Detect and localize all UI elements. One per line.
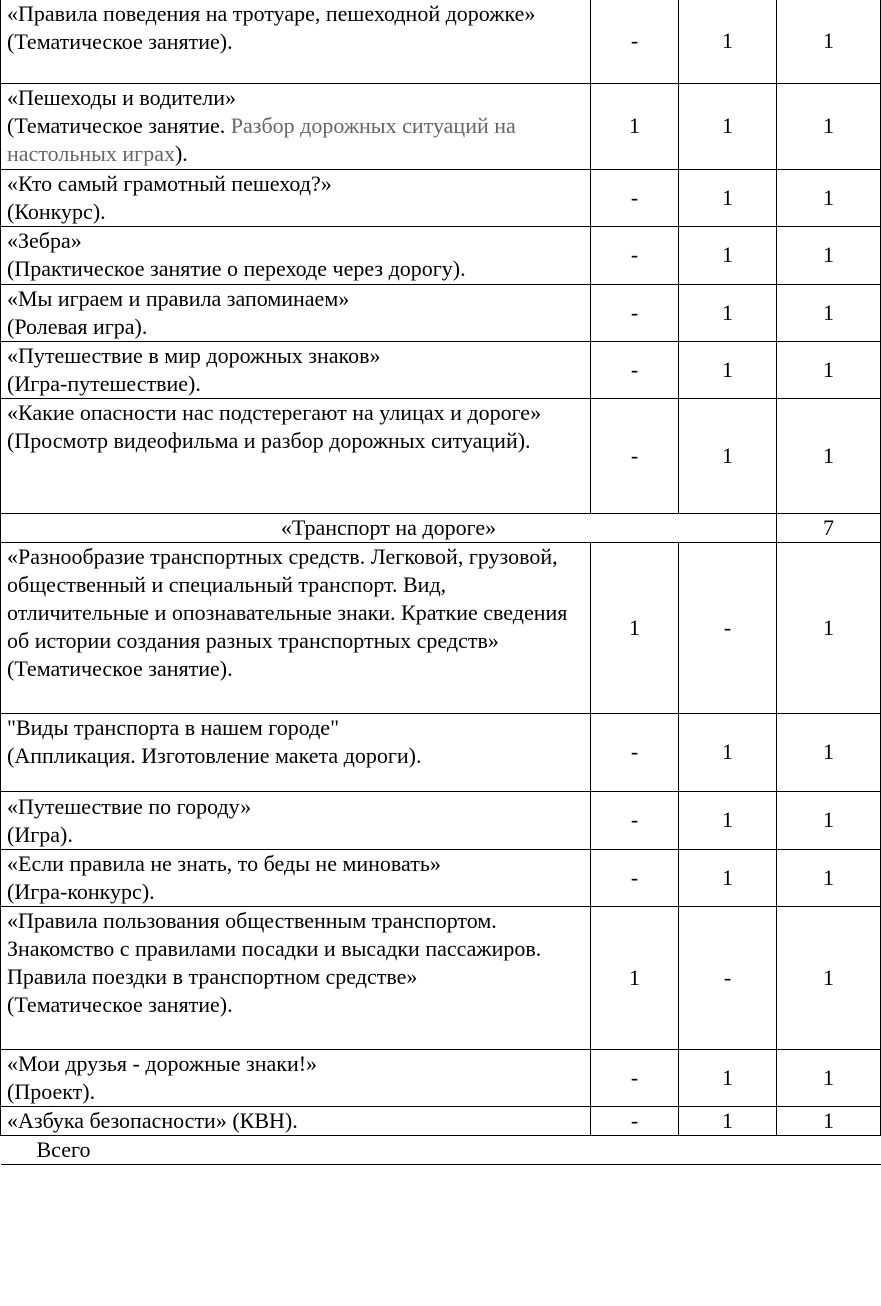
lesson-name: "Виды транспорта в нашем городе": [7, 714, 340, 740]
lesson-name: «Зебра»: [7, 227, 82, 253]
total-row: [1, 1135, 881, 1164]
table-row: [1, 398, 881, 513]
theory-hours: -: [591, 169, 679, 226]
lesson-title-cell: [1, 791, 591, 849]
practice-hours: 1: [679, 341, 777, 398]
lesson-title-cell: [1, 0, 591, 83]
section-row: [1, 513, 881, 542]
lesson-title-cell: [1, 906, 591, 1049]
practice-hours: 1: [679, 83, 777, 169]
total-hours: 1: [777, 713, 881, 791]
total-hours: 1: [777, 1049, 881, 1106]
theory-hours: -: [591, 1106, 679, 1135]
practice-hours: 1: [679, 226, 777, 284]
lesson-title-cell: [1, 284, 591, 341]
theory-hours: -: [591, 1049, 679, 1106]
theory-hours: 1: [591, 906, 679, 1049]
table-row: [1, 284, 881, 341]
practice-hours: 1: [679, 284, 777, 341]
lesson-title-cell: [1, 849, 591, 906]
theory-hours: -: [591, 713, 679, 791]
lesson-name: «Путешествие в мир дорожных знаков»: [7, 342, 381, 368]
practice-hours: 1: [679, 398, 777, 513]
lesson-title-cell: [1, 542, 591, 713]
practice-hours: 1: [679, 791, 777, 849]
practice-hours: 1: [679, 1106, 777, 1135]
practice-hours: 1: [679, 1049, 777, 1106]
table-row: [1, 906, 881, 1049]
total-hours: 1: [777, 341, 881, 398]
table-row: [1, 341, 881, 398]
table-row: [1, 849, 881, 906]
lesson-name: «Какие опасности нас подстерегают на улицах и дороге»: [7, 399, 542, 425]
total-hours: 1: [777, 0, 881, 83]
lesson-type: (Тематическое занятие).: [7, 991, 233, 1017]
section-title: «Транспорт на дороге»: [1, 513, 777, 542]
lesson-name: «Если правила не знать, то беды не миновать»: [7, 850, 441, 876]
total-hours: 1: [777, 398, 881, 513]
total-label: Всего: [1, 1135, 881, 1164]
theory-hours: -: [591, 0, 679, 83]
lesson-type: (Ролевая игра).: [7, 313, 148, 339]
lesson-name: «Кто самый грамотный пешеход?»: [7, 170, 332, 196]
lesson-type: (Просмотр видеофильма и разбор дорожных ситуаций).: [7, 427, 531, 453]
theory-hours: -: [591, 341, 679, 398]
total-hours: 1: [777, 226, 881, 284]
theory-hours: -: [591, 849, 679, 906]
table-row: [1, 713, 881, 791]
total-hours: 1: [777, 1106, 881, 1135]
lesson-name: «Пешеходы и водители»: [7, 84, 237, 110]
lesson-name: «Мы играем и правила запоминаем»: [7, 285, 350, 311]
lesson-title-cell: [1, 226, 591, 284]
theory-hours: -: [591, 226, 679, 284]
theory-hours: -: [591, 284, 679, 341]
lesson-type-detail: Разбор дорожных ситуаций на настольных играх: [7, 112, 516, 166]
lesson-type-suffix: ).: [174, 140, 188, 166]
lesson-title-cell: [1, 169, 591, 226]
table-row: [1, 226, 881, 284]
section-total-hours: 7: [777, 513, 881, 542]
lesson-name: «Мои друзья - дорожные знаки!»: [7, 1050, 318, 1076]
lesson-title-cell: [1, 1049, 591, 1106]
total-hours: 1: [777, 284, 881, 341]
practice-hours: 1: [679, 849, 777, 906]
lesson-name: «Разнообразие транспортных средств. Легковой, грузовой, общественный и специальный транспорт. Вид, отличительные и опознавательные знаки. Краткие сведения об истории создания разных транспортных средств»: [7, 543, 568, 653]
theory-hours: 1: [591, 83, 679, 169]
theory-hours: 1: [591, 542, 679, 713]
table-row: [1, 542, 881, 713]
lesson-type: (Игра-конкурс).: [7, 878, 155, 904]
practice-hours: 1: [679, 0, 777, 83]
total-hours: 1: [777, 83, 881, 169]
table-row: [1, 1049, 881, 1106]
theory-hours: -: [591, 791, 679, 849]
lesson-type: (Практическое занятие о переходе через дорогу).: [7, 255, 466, 281]
total-hours: 1: [777, 791, 881, 849]
total-hours: 1: [777, 542, 881, 713]
total-hours: 1: [777, 906, 881, 1049]
lesson-type: (Проект).: [7, 1078, 96, 1104]
lesson-title-cell: [1, 1106, 591, 1135]
lesson-name: «Правила пользования общественным транспортом. Знакомство с правилами посадки и высадки пассажиров. Правила поездки в транспортном средстве»: [7, 907, 542, 989]
practice-hours: -: [679, 542, 777, 713]
table-row: [1, 0, 881, 83]
lesson-name: «Правила поведения на тротуаре, пешеходной дорожке»: [7, 1, 536, 26]
table-row: [1, 1106, 881, 1135]
total-hours: 1: [777, 849, 881, 906]
table-row: [1, 169, 881, 226]
lesson-type: (Игра).: [7, 821, 73, 847]
lesson-type: (Аппликация. Изготовление макета дороги).: [7, 742, 422, 768]
lesson-type: (Игра-путешествие).: [7, 370, 201, 396]
lesson-type: (Конкурс).: [7, 198, 106, 224]
table-row: [1, 791, 881, 849]
lesson-name: «Азбука безопасности» (КВН).: [7, 1107, 298, 1133]
lesson-type-prefix: (Тематическое занятие.: [7, 112, 231, 138]
lesson-type: (Тематическое занятие).: [7, 29, 233, 54]
lesson-title-cell: [1, 398, 591, 513]
lesson-title-cell: [1, 83, 591, 169]
lesson-title-cell: [1, 341, 591, 398]
total-hours: 1: [777, 169, 881, 226]
table-row: [1, 83, 881, 169]
lesson-title-cell: [1, 713, 591, 791]
lesson-type: (Тематическое занятие).: [7, 655, 233, 681]
theory-hours: -: [591, 398, 679, 513]
practice-hours: 1: [679, 169, 777, 226]
practice-hours: 1: [679, 713, 777, 791]
practice-hours: -: [679, 906, 777, 1049]
lesson-name: «Путешествие по городу»: [7, 793, 252, 819]
